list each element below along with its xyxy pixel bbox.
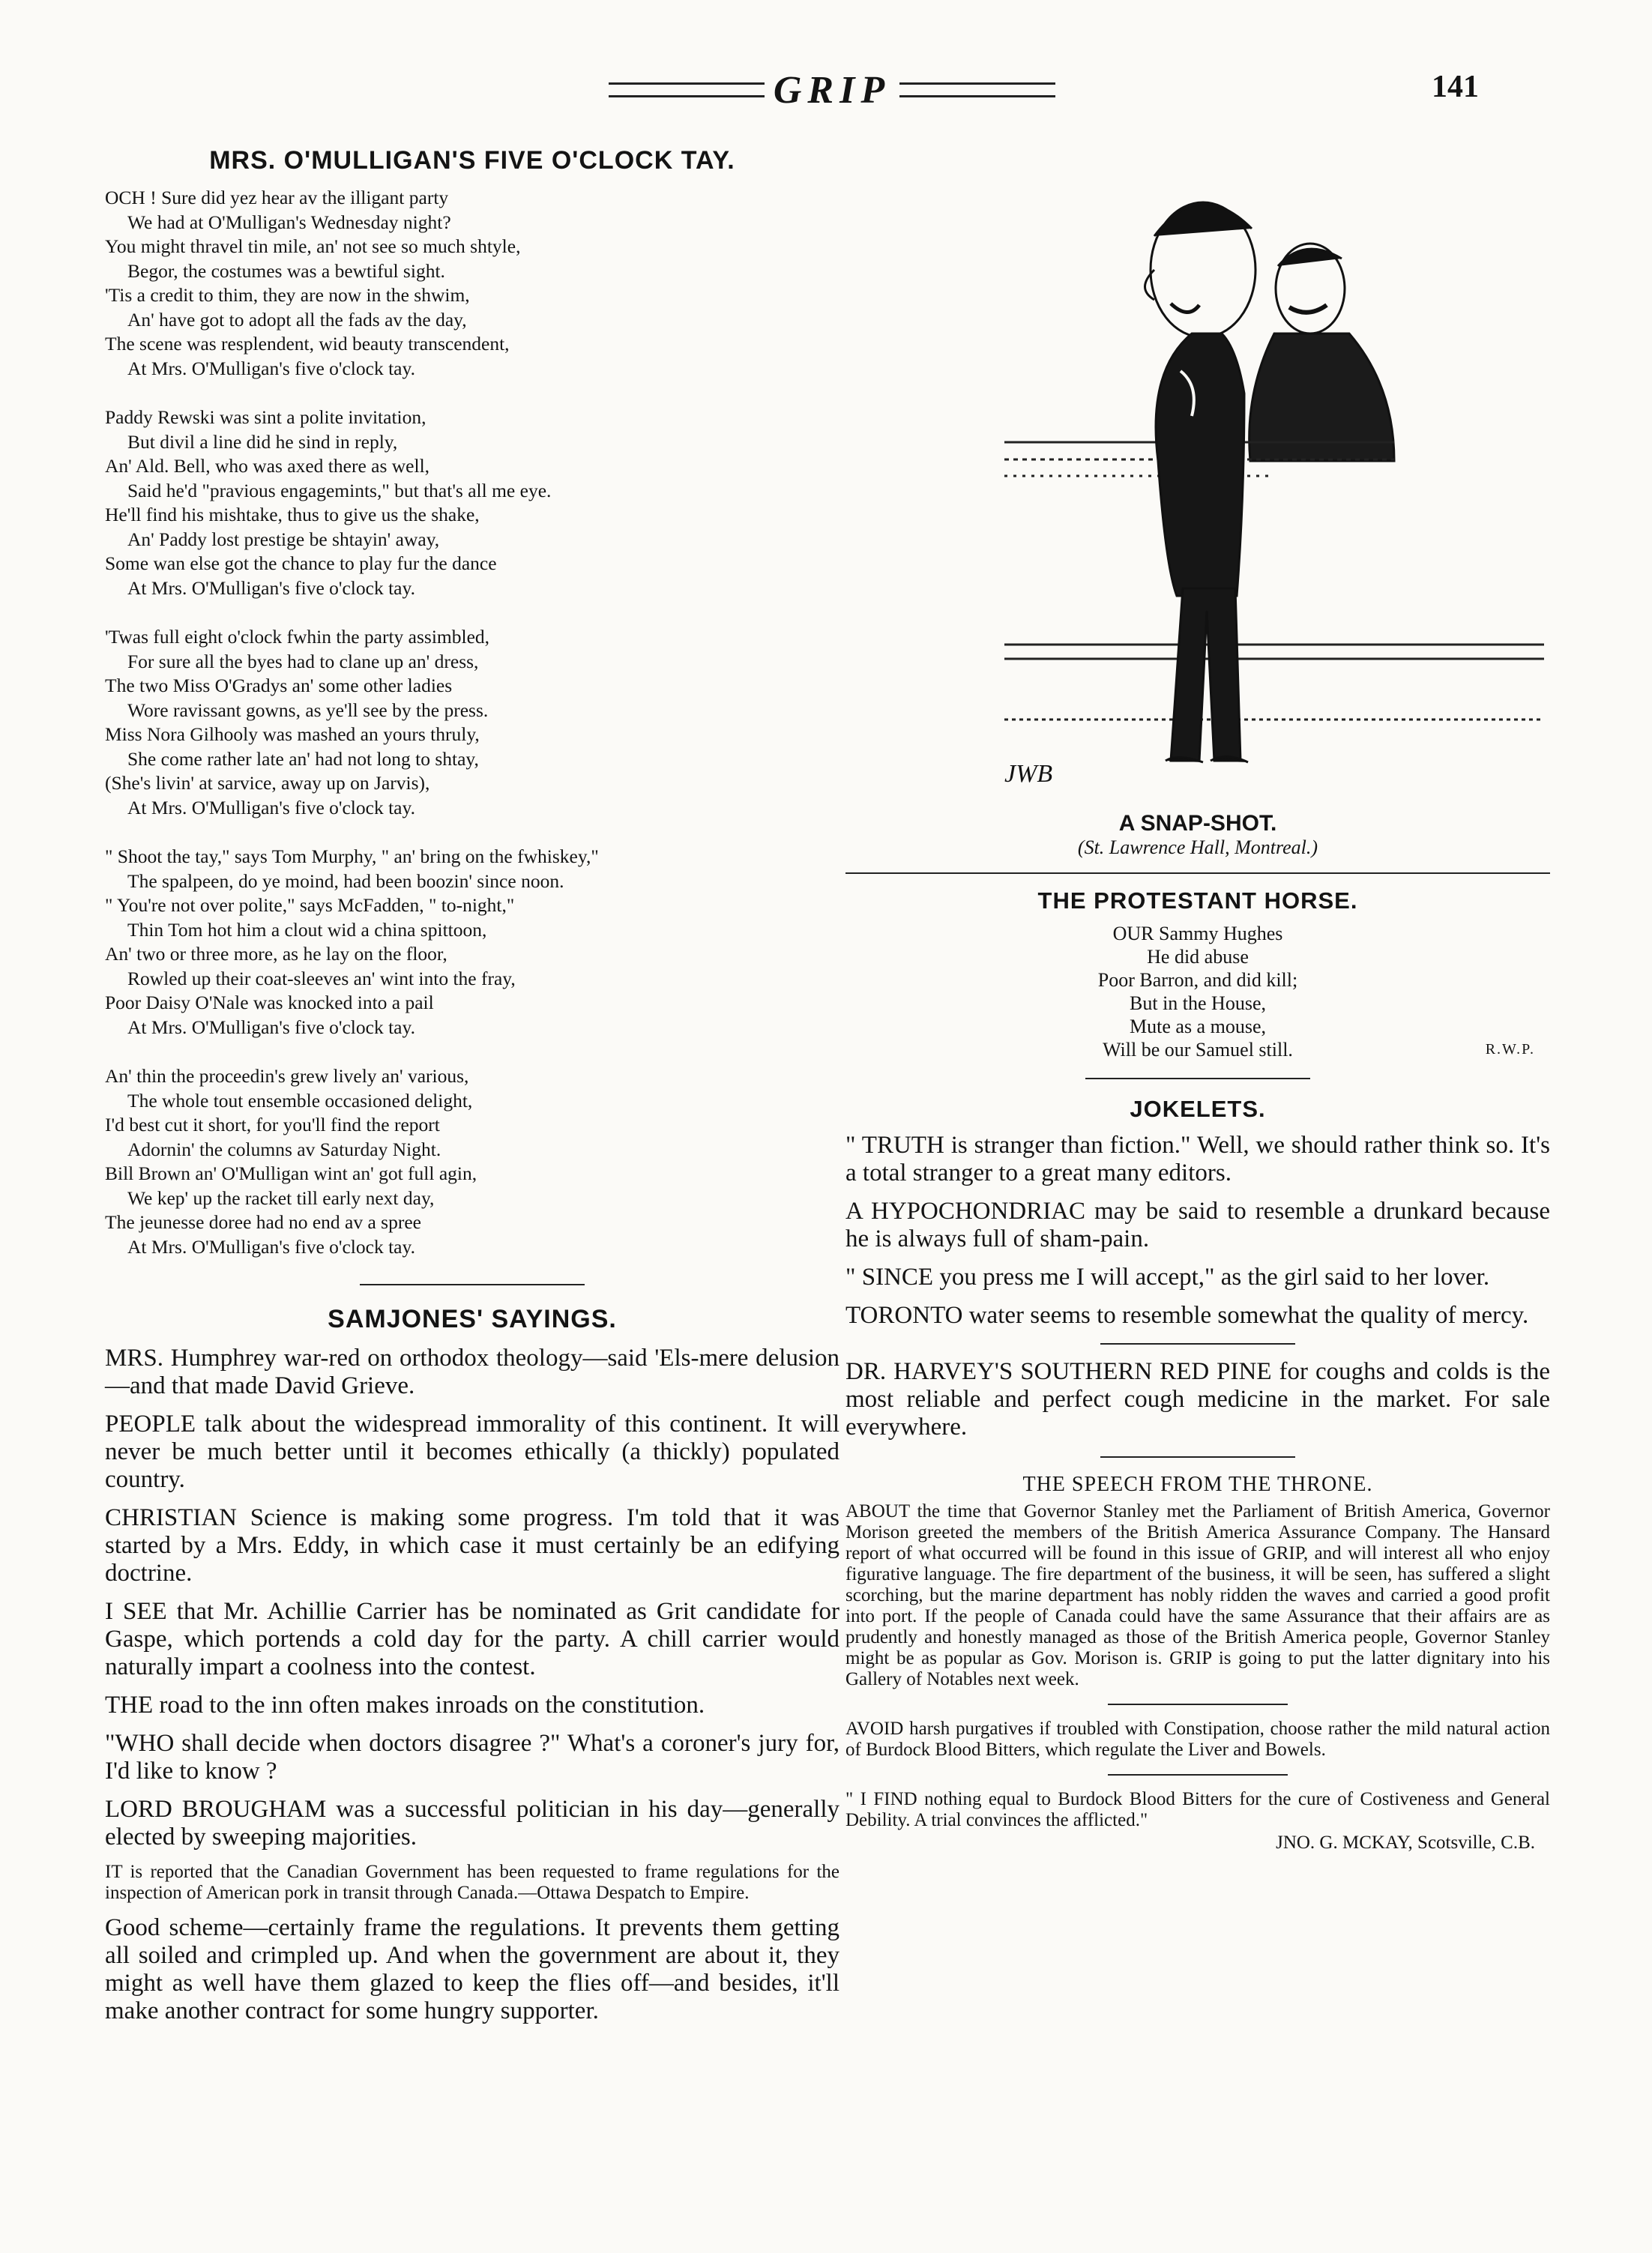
poem-line: Poor Daisy O'Nale was knocked into a pail xyxy=(105,992,434,1013)
poem-line: Rowled up their coat-sleeves an' wint into the fray, xyxy=(127,967,516,989)
poem-line: The jeunesse doree had no end av a spree xyxy=(105,1211,421,1233)
jokelet-paragraph: " TRUTH is stranger than fiction." Well, we should rather think so. It's a total stranger to a great many editors. xyxy=(845,1132,1550,1186)
poem-line: Miss Nora Gilhooly was mashed an yours thruly, xyxy=(105,723,480,745)
poem-line: But in the House, xyxy=(1130,992,1266,1014)
poem-line: (She's livin' at sarvice, away up on Jarvis), xyxy=(105,772,430,794)
poem-line: She come rather late an' had not long to shtay, xyxy=(127,747,479,770)
cartoon-caption-title: A SNAP-SHOT. xyxy=(1118,811,1277,836)
poem-line: An' two or three more, as he lay on the floor, xyxy=(105,943,447,965)
cartoon-illustration xyxy=(974,146,1574,806)
poem-line: An' thin the proceedin's grew lively an' various, xyxy=(105,1065,469,1087)
left-column xyxy=(105,146,839,2036)
poem-line: OUR Sammy Hughes xyxy=(1112,923,1283,944)
samjones-paragraph: PEOPLE talk about the widespread immorality of this continent. It will never be much better until it becomes ethically (a thickly) populated country. xyxy=(105,1411,839,1493)
jokelet-paragraph: TORONTO water seems to resemble somewhat the quality of mercy. xyxy=(845,1302,1529,1329)
poem-line: For sure all the byes had to clane up an' dress, xyxy=(127,650,479,672)
poem-line: Said he'd "pravious engagemints," but that's all me eye. xyxy=(127,479,552,501)
samjones-paragraph: LORD BROUGHAM was a successful politician in his day—generally elected by sweeping majorities. xyxy=(105,1796,839,1851)
background-lines xyxy=(1004,442,1544,720)
ad-burdock: AVOID harsh purgatives if troubled with Constipation, choose rather the mild natural action of Burdock Blood Bitters, which regulate the Liver and Bowels. xyxy=(845,1719,1550,1760)
poem-line: At Mrs. O'Mulligan's five o'clock tay. xyxy=(127,1235,415,1258)
poem-line: Mute as a mouse, xyxy=(1130,1016,1266,1037)
poem-stanza xyxy=(105,625,839,820)
poem-line: " You're not over polite," says McFadden, " to-night," xyxy=(105,894,515,916)
section-divider xyxy=(1108,1774,1288,1776)
jokelet-paragraph: " SINCE you press me I will accept," as the girl said to her lover. xyxy=(845,1264,1490,1291)
samjones-title: SAMJONES' SAYINGS. xyxy=(328,1305,617,1333)
throne-body: ABOUT the time that Governor Stanley met the Parliament of British America, Governor Morison greeted the members of the British America Assurance Company. The Hansard report of what occurred will be found in this issue of GRIP, and will interest all who enjoy figurative language. The fire department of the business, it will be seen, has suffered a slight scorching, but the marine department has nobly ridden the waves and carried a good profit into port. If the people of Canada could have the same Assurance that their affairs are as prudently and honestly managed as those of the British America people, Governor Stanley might be as popular as Gov. Morison is. GRIP is going to put the latter dignitary into his Gallery of Notables next week. xyxy=(845,1501,1550,1689)
masthead xyxy=(600,67,1064,112)
poem-line: At Mrs. O'Mulligan's five o'clock tay. xyxy=(127,1016,415,1038)
poem-line: The scene was resplendent, wid beauty transcendent, xyxy=(105,333,510,355)
poem-line: We kep' up the racket till early next day, xyxy=(127,1186,435,1209)
poem-line: Begor, the costumes was a bewtiful sight. xyxy=(127,259,445,282)
poem-line: The spalpeen, do ye moind, had been boozin' since noon. xyxy=(127,869,564,892)
samjones-body xyxy=(105,1345,839,2025)
poem-line: You might thravel tin mile, an' not see so much shtyle, xyxy=(105,235,521,257)
artist-signature: JWB xyxy=(1004,760,1053,788)
testimonial-signature: JNO. G. MCKAY, Scotsville, C.B. xyxy=(1276,1833,1535,1853)
background-figure xyxy=(1249,244,1394,461)
poem-title: MRS. O'MULLIGAN'S FIVE O'CLOCK TAY. xyxy=(209,146,735,175)
poem-line: Paddy Rewski was sint a polite invitation, xyxy=(105,406,426,428)
samjones-paragraph: CHRISTIAN Science is making some progress. I'm told that it was started by a Mrs. Eddy, in which case it must certainly be an edifying doctrine. xyxy=(105,1504,839,1587)
horse-signature: R.W.P. xyxy=(1485,1041,1535,1058)
poem-line: At Mrs. O'Mulligan's five o'clock tay. xyxy=(127,796,415,818)
samjones-paragraph: MRS. Humphrey war-red on orthodox theology—said 'Els-mere delusion—and that made David Grieve. xyxy=(105,1345,839,1399)
poem-line: Wore ravissant gowns, as ye'll see by the press. xyxy=(127,699,489,721)
ad-red-pine: DR. HARVEY'S SOUTHERN RED PINE for coughs and colds is the most reliable and perfect cough medicine in the market. For sale everywhere. xyxy=(845,1358,1550,1441)
publication-title: GRIP xyxy=(773,68,891,112)
samjones-final: Good scheme—certainly frame the regulations. It prevents them getting all soiled and crimpled up. And when the government are about it, they might as well have them glazed to keep the flies off—and besides, it'll make another contract for some hungry supporter. xyxy=(105,1914,839,2024)
masthead-rule-right xyxy=(899,82,1055,97)
poem-line: At Mrs. O'Mulligan's five o'clock tay. xyxy=(127,576,415,599)
testimonial-text: " I FIND nothing equal to Burdock Blood Bitters for the cure of Costiveness and General Debility. A trial convinces the afflicted." xyxy=(845,1789,1550,1830)
poem-line: Thin Tom hot him a clout wid a china spittoon, xyxy=(127,918,487,941)
poem-line: But divil a line did he sind in reply, xyxy=(127,430,398,453)
samjones-quote: IT is reported that the Canadian Government has been requested to frame regulations for the inspection of American pork in transit through Canada.—Ottawa Despatch to Empire. xyxy=(105,1862,839,1903)
cartoon-drawing xyxy=(974,146,1574,806)
poem-line: At Mrs. O'Mulligan's five o'clock tay. xyxy=(127,357,415,379)
poem-line: Poor Barron, and did kill; xyxy=(1097,969,1298,991)
main-figure xyxy=(1145,202,1256,762)
section-divider xyxy=(845,872,1550,874)
poem-line: Adornin' the columns av Saturday Night. xyxy=(127,1138,441,1160)
poem-line: I'd best cut it short, for you'll find the report xyxy=(105,1114,440,1135)
poem-line: He did abuse xyxy=(1147,946,1249,968)
section-divider xyxy=(1108,1704,1288,1705)
jokelets-body xyxy=(845,1132,1550,1330)
poem-line: He'll find his mishtake, thus to give us the shake, xyxy=(105,504,480,525)
right-column xyxy=(845,811,1550,1854)
samjones-paragraph: "WHO shall decide when doctors disagree ?" What's a coroner's jury for, I'd like to know ? xyxy=(105,1730,839,1785)
poem-line: The whole tout ensemble occasioned delight, xyxy=(127,1089,473,1112)
section-divider xyxy=(1100,1343,1295,1345)
horse-title: THE PROTESTANT HORSE. xyxy=(1037,887,1358,914)
section-divider xyxy=(360,1284,585,1285)
poem-line: Will be our Samuel still. xyxy=(1103,1039,1293,1061)
throne-title: THE SPEECH FROM THE THRONE. xyxy=(1022,1473,1373,1496)
poem-line: 'Twas full eight o'clock fwhin the party assimbled, xyxy=(105,626,490,648)
page-number: 141 xyxy=(1432,70,1479,104)
poem-stanza xyxy=(105,186,839,381)
cartoon-caption xyxy=(845,811,1550,859)
poem-line: 'Tis a credit to thim, they are now in the shwim, xyxy=(105,284,470,306)
poem-line: An' have got to adopt all the fads av the day, xyxy=(127,308,467,331)
poem-stanza xyxy=(105,845,839,1040)
poem-line: An' Paddy lost prestige be shtayin' away, xyxy=(127,528,440,550)
horse-poem xyxy=(845,922,1550,1061)
cartoon-caption-subtitle: (St. Lawrence Hall, Montreal.) xyxy=(1077,836,1318,858)
masthead-rule-left xyxy=(609,82,765,97)
jokelets-title: JOKELETS. xyxy=(1130,1096,1266,1122)
poem-line: Some wan else got the chance to play fur the dance xyxy=(105,552,497,574)
poem-line: The two Miss O'Gradys an' some other ladies xyxy=(105,675,453,696)
poem-stanza xyxy=(105,1064,839,1259)
samjones-paragraph: I SEE that Mr. Achillie Carrier has be nominated as Grit candidate for Gaspe, which portends a cold day for the party. A chill carrier would naturally impart a coolness into the contest. xyxy=(105,1598,839,1680)
poem-line: " Shoot the tay," says Tom Murphy, " an' bring on the fwhiskey," xyxy=(105,845,599,867)
poem-line: Bill Brown an' O'Mulligan wint an' got full agin, xyxy=(105,1162,477,1184)
section-divider xyxy=(1100,1456,1295,1458)
poem-line: An' Ald. Bell, who was axed there as well, xyxy=(105,455,430,477)
jokelet-paragraph: A HYPOCHONDRIAC may be said to resemble a drunkard because he is always full of sham-pain. xyxy=(845,1198,1550,1252)
poem-line: We had at O'Mulligan's Wednesday night? xyxy=(127,211,451,233)
section-divider xyxy=(1085,1078,1310,1079)
poem-omulligan xyxy=(105,186,839,1259)
samjones-paragraph: THE road to the inn often makes inroads on the constitution. xyxy=(105,1692,705,1719)
poem-stanza xyxy=(105,405,839,600)
poem-line: OCH ! Sure did yez hear av the illigant party xyxy=(105,187,449,208)
